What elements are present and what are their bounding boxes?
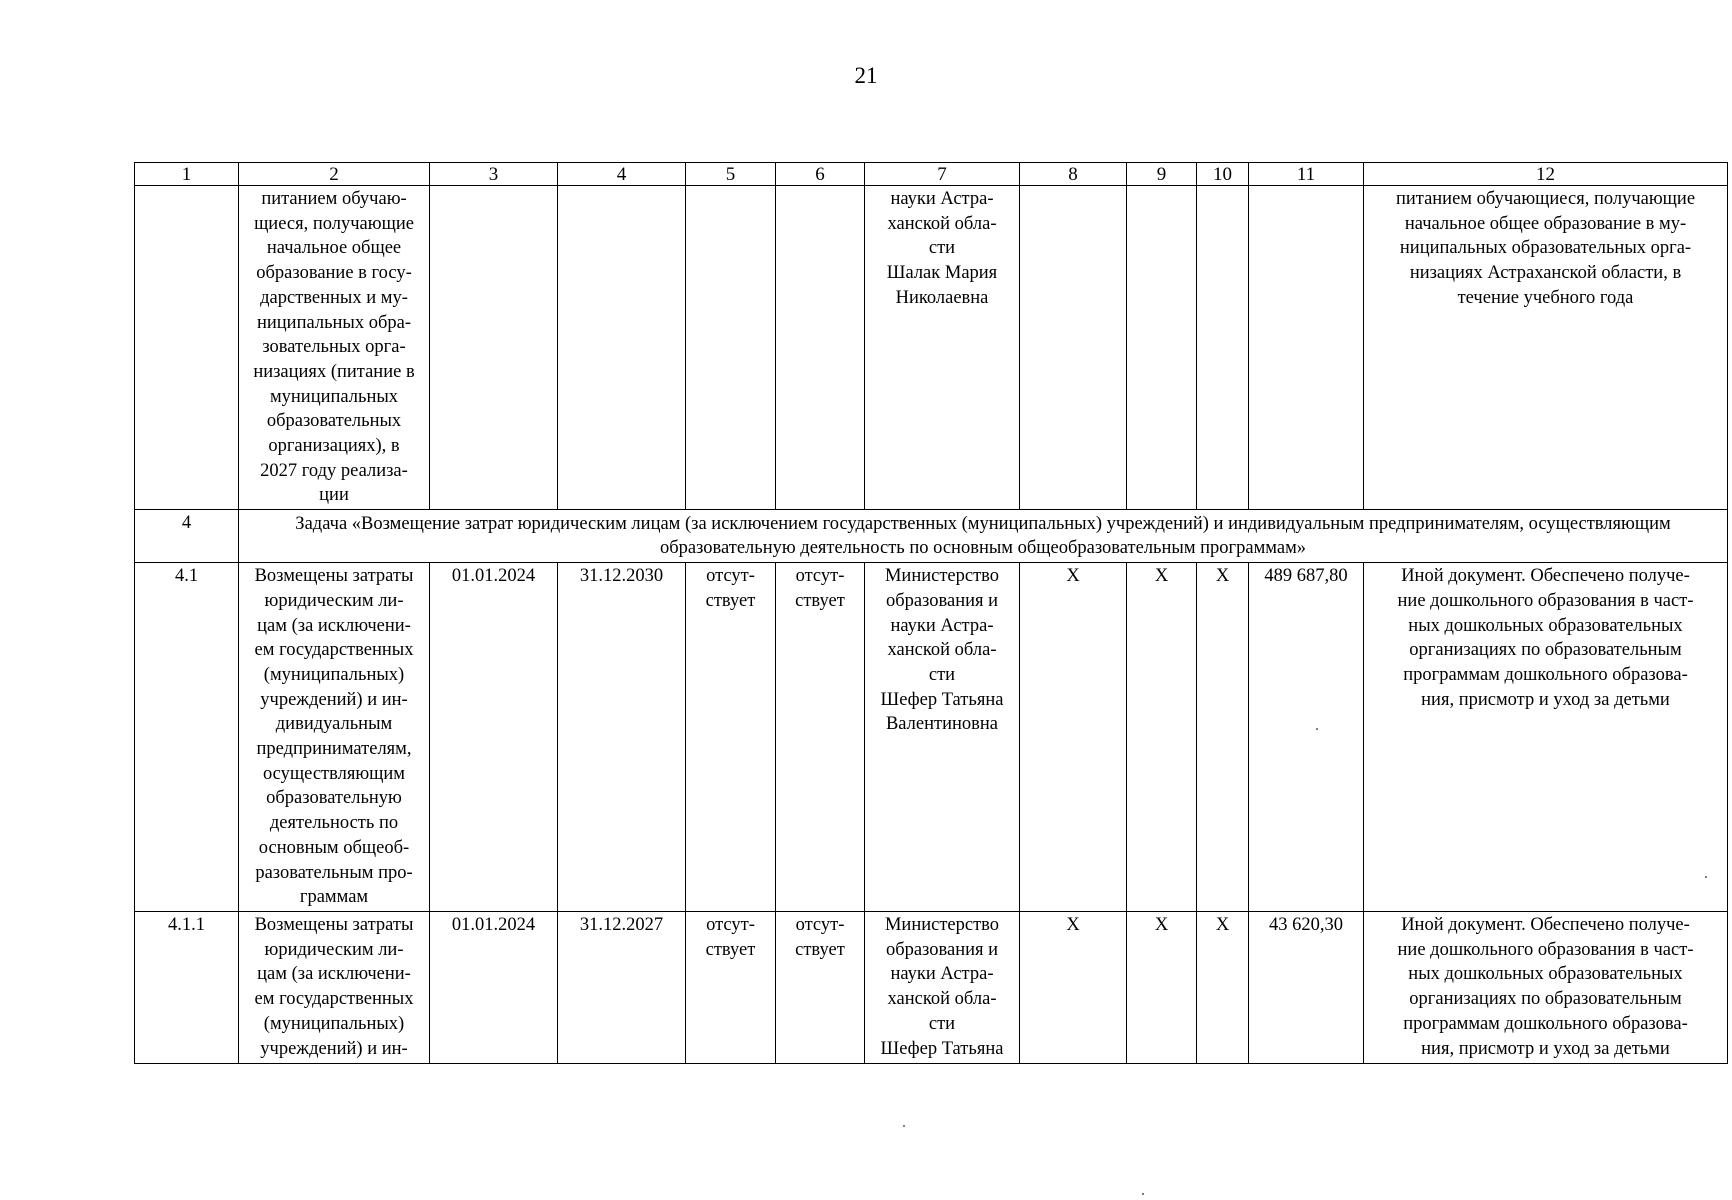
row-number: 4.1.1 [135, 911, 239, 1063]
start-date: 01.01.2024 [430, 563, 558, 912]
document-table [134, 162, 1728, 1064]
end-date: 31.12.2030 [558, 563, 686, 912]
result-document: Иной документ. Обеспечено получе- ние дошкольного образования в част- ных дошкольных образовательных организациях по образовательным программам дошкольного образова- ния, присмотр и уход за детьми [1364, 563, 1728, 912]
cell-col10: X [1197, 911, 1249, 1063]
table-row [135, 186, 1728, 510]
row-number [135, 186, 239, 510]
cell-col5: отсут- ствует [686, 911, 776, 1063]
column-header: 7 [865, 163, 1020, 186]
result-description: Возмещены затраты юридическим ли- цам (за исключени- ем государственных (муниципальных) учреждений) и ин- дивидуальным предпринимателям, осуществляющим образовательную деятельность по основным общеоб- разовательным про- граммам [239, 563, 430, 912]
start-date [430, 186, 558, 510]
column-header: 9 [1127, 163, 1197, 186]
cell-col9: X [1127, 911, 1197, 1063]
funding-amount: 43 620,30 [1249, 911, 1364, 1063]
scan-speck [1142, 1193, 1144, 1195]
responsible-executor: Министерство образования и науки Астра- ханской обла- сти Шефер Татьяна Валентиновна [865, 563, 1020, 912]
table-header-row [135, 163, 1728, 186]
cell-col6: отсут- ствует [776, 911, 865, 1063]
scan-speck [903, 1125, 905, 1127]
end-date [558, 186, 686, 510]
funding-amount: 489 687,80 [1249, 563, 1364, 912]
result-description: питанием обучаю- щиеся, получающие начальное общее образование в госу- дарственных и му- ниципальных обра- зовательных орга- низациях (питание в муниципальных образовательных организациях), в 2027 году реализа- ции [239, 186, 430, 510]
result-document: питанием обучающиеся, получающие начальное общее образование в му- ниципальных образовательных орга- низациях Астраханской области, в течение учебного года [1364, 186, 1728, 510]
page-number: 21 [854, 63, 878, 88]
cell-col6 [776, 186, 865, 510]
cell-col10 [1197, 186, 1249, 510]
cell-col5: отсут- ствует [686, 563, 776, 912]
table-row [135, 563, 1728, 912]
cell-col8: X [1020, 911, 1127, 1063]
row-number: 4.1 [135, 563, 239, 912]
cell-col5 [686, 186, 776, 510]
scan-speck [1705, 876, 1707, 878]
cell-col9: X [1127, 563, 1197, 912]
task-number: 4 [135, 510, 239, 563]
task-title: Задача «Возмещение затрат юридическим лицам (за исключением государственных (муниципальных) учреждений) и индивидуальным предпринимателям, осуществляющим образовательную деятельность по основным общеобразовательным программам» [239, 510, 1728, 563]
cell-col9 [1127, 186, 1197, 510]
column-header: 2 [239, 163, 430, 186]
responsible-executor: науки Астра- ханской обла- сти Шалак Мария Николаевна [865, 186, 1020, 510]
task-row [135, 510, 1728, 563]
end-date: 31.12.2027 [558, 911, 686, 1063]
table-row [135, 911, 1728, 1063]
column-header: 4 [558, 163, 686, 186]
column-header: 5 [686, 163, 776, 186]
cell-col8: X [1020, 563, 1127, 912]
funding-amount [1249, 186, 1364, 510]
cell-col6: отсут- ствует [776, 563, 865, 912]
column-header: 11 [1249, 163, 1364, 186]
column-header: 10 [1197, 163, 1249, 186]
column-header: 3 [430, 163, 558, 186]
result-document: Иной документ. Обеспечено получе- ние дошкольного образования в част- ных дошкольных образовательных организациях по образовательным программам дошкольного образова- ния, присмотр и уход за детьми [1364, 911, 1728, 1063]
scan-speck [1316, 728, 1318, 730]
start-date: 01.01.2024 [430, 911, 558, 1063]
result-description: Возмещены затраты юридическим ли- цам (за исключени- ем государственных (муниципальных) учреждений) и ин- [239, 911, 430, 1063]
column-header: 6 [776, 163, 865, 186]
cell-col8 [1020, 186, 1127, 510]
column-header: 1 [135, 163, 239, 186]
cell-col10: X [1197, 563, 1249, 912]
responsible-executor: Министерство образования и науки Астра- ханской обла- сти Шефер Татьяна [865, 911, 1020, 1063]
column-header: 8 [1020, 163, 1127, 186]
column-header: 12 [1364, 163, 1728, 186]
